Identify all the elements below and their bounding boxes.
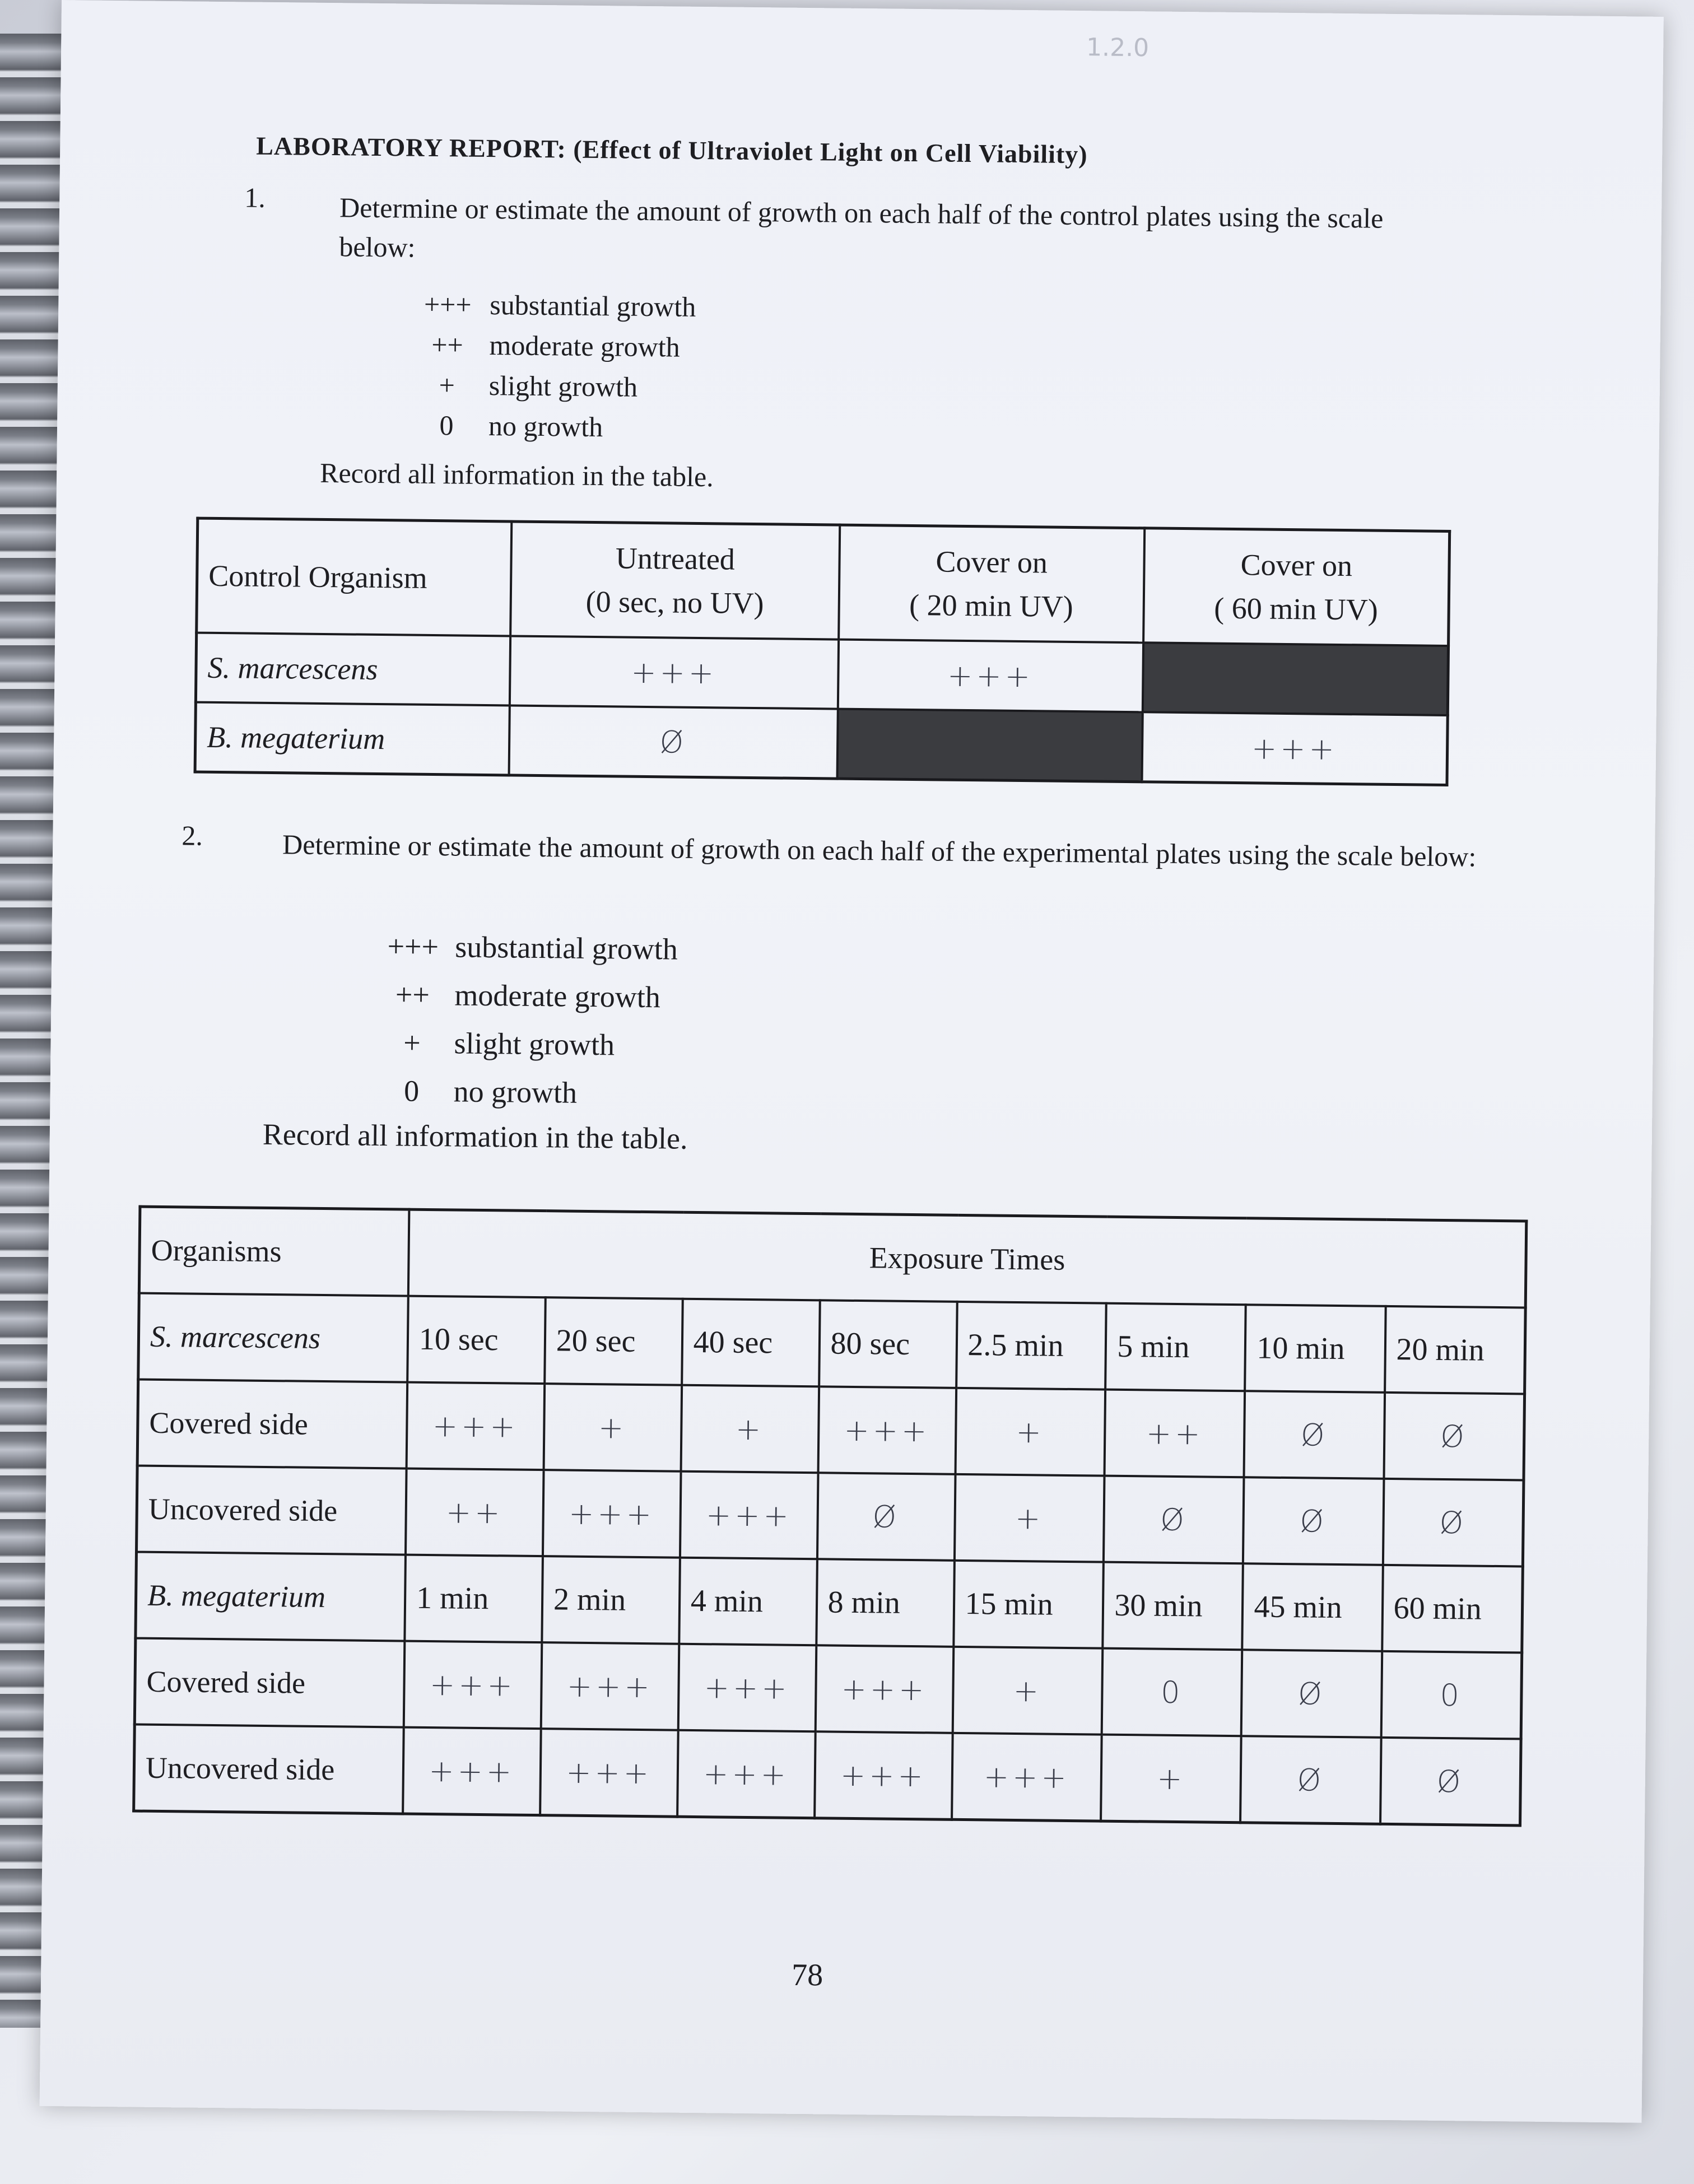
table-row — [134, 1725, 1521, 1826]
handwritten-entry: + — [1101, 1735, 1241, 1823]
scale-symbol: +++ — [387, 929, 439, 964]
handwritten-entry: Ø — [1241, 1650, 1382, 1738]
exposure-times-header: Exposure Times — [408, 1209, 1527, 1307]
scale-row — [405, 324, 696, 367]
control-table — [194, 517, 1451, 786]
question-2-text: Determine or estimate the amount of growth on each half of the experimental plates using the scale below: — [282, 828, 1477, 873]
question-2-number: 2. — [182, 819, 203, 851]
handwritten-entry: +++ — [407, 1382, 544, 1470]
table-row — [196, 633, 1448, 715]
organism-name: B. megaterium — [136, 1552, 406, 1641]
scale-label: moderate growth — [454, 978, 661, 1014]
shaded-cell — [837, 709, 1142, 782]
scale-symbol: + — [403, 1026, 421, 1060]
row-label: Uncovered side — [134, 1725, 404, 1814]
scale-symbol: +++ — [424, 288, 472, 320]
cover20-header-line2: ( 20 min UV) — [909, 588, 1073, 623]
report-title: LABORATORY REPORT: (Effect of Ultraviolet Light on Cell Viability) — [256, 131, 1088, 169]
handwritten-entry: + — [543, 1384, 681, 1471]
scale-label: substantial growth — [455, 930, 678, 966]
table-row — [137, 1380, 1524, 1480]
scale-label: no growth — [488, 410, 603, 443]
exposure-time: 40 sec — [682, 1299, 820, 1387]
question-2-scale — [369, 922, 678, 1118]
handwritten-entry: ++ — [406, 1469, 543, 1557]
table-row — [195, 702, 1448, 785]
scale-row — [404, 364, 695, 407]
handwritten-entry: +++ — [677, 1730, 815, 1818]
cover20-header — [839, 525, 1144, 642]
handwritten-entry: + — [952, 1647, 1102, 1735]
organisms-header: Organisms — [139, 1207, 409, 1296]
scale-symbol: 0 — [403, 1074, 420, 1108]
organism-name: S. marcescens — [196, 633, 510, 706]
handwritten-entry: +++ — [818, 1386, 956, 1474]
handwritten-entry: 0 — [1381, 1651, 1521, 1739]
handwritten-entry: Ø — [1243, 1477, 1384, 1565]
scale-label: slight growth — [488, 370, 638, 403]
row-label: Covered side — [134, 1638, 404, 1727]
table-row — [136, 1552, 1523, 1653]
organism-name: B. megaterium — [195, 702, 510, 775]
scale-label: moderate growth — [489, 329, 681, 363]
exposure-time: 10 min — [1245, 1305, 1386, 1393]
table-row — [138, 1293, 1525, 1394]
experiment-table — [132, 1205, 1528, 1827]
exposure-time: 60 min — [1382, 1565, 1523, 1653]
handwritten-entry: +++ — [1142, 712, 1448, 785]
scale-symbol: ++ — [431, 328, 464, 361]
handwritten-entry: +++ — [403, 1727, 541, 1815]
exposure-time: 20 min — [1385, 1306, 1525, 1394]
exposure-time: 15 min — [953, 1561, 1104, 1649]
scale-row — [406, 283, 696, 327]
exposure-time: 5 min — [1105, 1303, 1246, 1391]
question-2-record: Record all information in the table. — [262, 1117, 688, 1156]
handwritten-entry: + — [681, 1385, 818, 1473]
corner-note: 1.2.0 — [1086, 33, 1150, 63]
question-1-number: 1. — [244, 181, 266, 213]
scale-row — [404, 404, 695, 448]
question-1-scale — [404, 283, 696, 448]
handwritten-entry: + — [955, 1388, 1105, 1476]
scale-label: no growth — [453, 1074, 578, 1110]
handwritten-entry: Ø — [509, 705, 838, 779]
scale-label: substantial growth — [490, 289, 696, 323]
handwritten-entry: +++ — [837, 640, 1143, 713]
handwritten-entry: Ø — [1384, 1393, 1524, 1480]
untreated-header — [510, 521, 840, 640]
handwritten-entry: +++ — [680, 1471, 818, 1559]
exposure-time: 45 min — [1242, 1563, 1383, 1651]
handwritten-entry: +++ — [815, 1731, 952, 1819]
question-1-text: Determine or estimate the amount of growth on each half of the control plates using the scale below: — [339, 192, 1384, 263]
question-1-record: Record all information in the table. — [319, 457, 714, 493]
untreated-header-line1: Untreated — [615, 541, 736, 576]
handwritten-entry: +++ — [543, 1470, 681, 1558]
handwritten-entry: +++ — [678, 1644, 816, 1732]
handwritten-entry: +++ — [510, 636, 839, 709]
exposure-time: 2 min — [542, 1556, 680, 1644]
exposure-time: 30 min — [1103, 1562, 1244, 1650]
cover60-header-line2: ( 60 min UV) — [1214, 591, 1379, 627]
control-header-row — [197, 518, 1450, 646]
scale-symbol: 0 — [439, 409, 454, 441]
handwritten-entry: Ø — [1383, 1479, 1523, 1567]
handwritten-entry: +++ — [404, 1641, 542, 1729]
handwritten-entry: +++ — [541, 1642, 679, 1730]
control-organism-header: Control Organism — [197, 518, 512, 636]
handwritten-entry: + — [954, 1474, 1104, 1562]
scale-row — [370, 970, 677, 1022]
handwritten-entry: Ø — [1380, 1738, 1521, 1826]
scale-row — [369, 1067, 676, 1118]
handwritten-entry: ++ — [1105, 1390, 1245, 1478]
scale-row — [370, 1018, 677, 1070]
table-row — [136, 1466, 1523, 1567]
exposure-time: 20 sec — [544, 1297, 682, 1385]
exposure-time: 8 min — [816, 1559, 954, 1647]
cover60-header — [1143, 528, 1450, 646]
exposure-time: 4 min — [679, 1558, 817, 1646]
cover20-header-line1: Cover on — [936, 544, 1048, 580]
scale-symbol: ++ — [395, 977, 430, 1012]
exposure-time: 2.5 min — [956, 1302, 1106, 1390]
exposure-time: 10 sec — [407, 1296, 545, 1384]
table-row — [134, 1638, 1521, 1739]
handwritten-entry: Ø — [1241, 1736, 1381, 1824]
shaded-cell — [1142, 642, 1448, 715]
scale-label: slight growth — [454, 1026, 615, 1062]
row-label: Uncovered side — [136, 1466, 406, 1555]
experiment-header-row — [139, 1207, 1526, 1307]
exposure-time: 80 sec — [819, 1300, 957, 1388]
row-label: Covered side — [137, 1380, 407, 1469]
handwritten-entry: 0 — [1102, 1649, 1242, 1736]
scale-symbol: + — [439, 369, 455, 401]
handwritten-entry: Ø — [1104, 1476, 1244, 1564]
organism-name: S. marcescens — [138, 1293, 408, 1382]
handwritten-entry: Ø — [1244, 1391, 1385, 1479]
exposure-time: 1 min — [404, 1555, 542, 1643]
cover60-header-line1: Cover on — [1240, 548, 1353, 583]
untreated-header-line2: (0 sec, no UV) — [585, 584, 764, 621]
handwritten-entry: +++ — [540, 1729, 678, 1817]
handwritten-entry: Ø — [817, 1473, 955, 1561]
scale-row — [371, 922, 678, 974]
page-number: 78 — [791, 1957, 823, 1993]
handwritten-entry: +++ — [952, 1733, 1102, 1821]
handwritten-entry: +++ — [815, 1645, 953, 1733]
worksheet-page — [40, 0, 1664, 2123]
